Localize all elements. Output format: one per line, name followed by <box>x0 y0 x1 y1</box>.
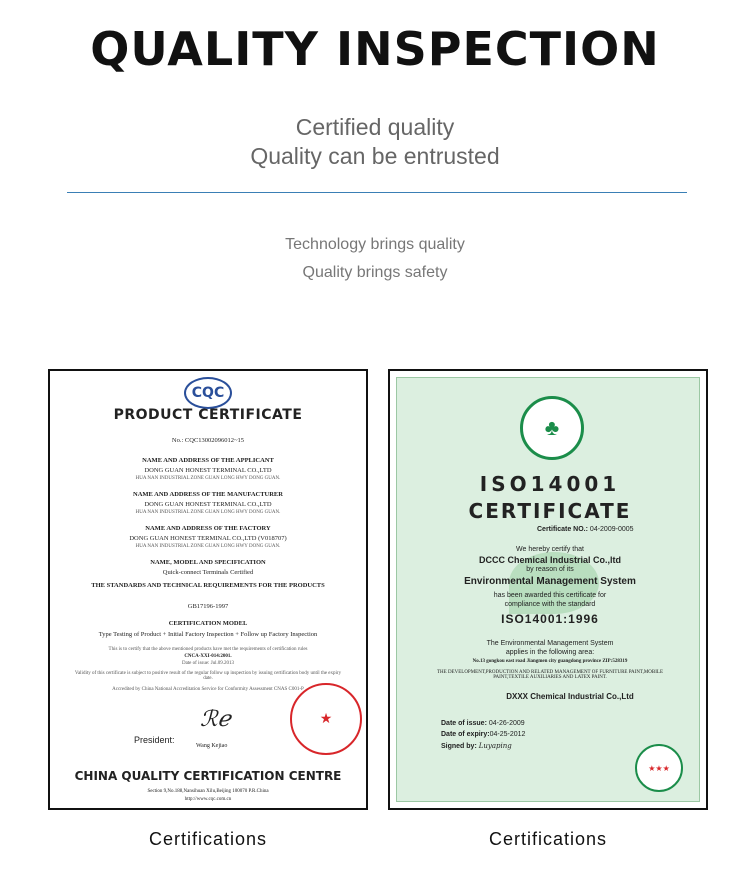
accredited-text: Accredited by China National Accreditation Service for Conformity Assessment CNAS C001-P <box>112 687 304 692</box>
president-label: President: <box>134 735 175 745</box>
model-heading: NAME, MODEL AND SPECIFICATION <box>150 559 266 566</box>
manufacturer-name: DONG GUAN HONEST TERMINAL CO.,LTD <box>144 501 272 508</box>
tagline-line2: Quality brings safety <box>302 264 448 281</box>
factory-heading: NAME AND ADDRESS OF THE FACTORY <box>145 525 271 532</box>
divider <box>67 192 687 193</box>
page-title: QUALITY INSPECTION <box>90 22 660 76</box>
product-certificate-image <box>48 369 368 810</box>
iso-certificate-panel <box>396 377 700 802</box>
area-address: No.13 gongkou east road Jiangmen city guangdong province ZIP:528319 <box>472 659 628 664</box>
manufacturer-address: HUA NAN INDUSTRIAL ZONE GUAN LONG HWY DONG GUAN. <box>135 510 281 515</box>
caption-right: Certifications <box>488 829 608 849</box>
manufacturer-heading: NAME AND ADDRESS OF THE MANUFACTURER <box>133 491 283 498</box>
certificate-word: CERTIFICATE <box>468 499 632 523</box>
red-seal-icon <box>290 683 362 755</box>
subtitle-line1: Certified quality <box>295 114 455 140</box>
company-name: DCCC Chemical Industrial Co.,ltd <box>478 555 621 565</box>
certify-text: This is to certify that the above mentioned products have met the requirements of certification rules <box>108 647 308 652</box>
ems-text: The Environmental Management System <box>486 640 614 647</box>
issuing-centre: CHINA QUALITY CERTIFICATION CENTRE <box>74 769 342 783</box>
iso-certificate-image <box>388 369 708 810</box>
china-environmental-label-icon: ★★★ <box>635 744 683 792</box>
awarded-text: has been awarded this certificate for <box>493 592 607 599</box>
compliance-text: compliance with the standard <box>504 601 596 608</box>
hereby-text: We hereby certify that <box>516 546 584 553</box>
applies-text: applies in the following area: <box>505 649 595 656</box>
area-description: THE DEVELOPMENT,PRODUCTION AND RELATED MANAGEMENT OF FURNITURE PAINT,MOBILE PAINT,TEXTILE AUXILIARIES AND LATEX PAINT. <box>436 670 664 680</box>
environmental-logo-icon: ♣ <box>520 396 584 460</box>
signature-icon: ℛℯ <box>200 707 231 732</box>
standard-name: ISO14001:1996 <box>501 612 599 626</box>
applicant-name: DONG GUAN HONEST TERMINAL CO.,LTD <box>144 467 272 474</box>
centre-website: http://www.cqc.com.cn <box>184 797 232 802</box>
cqc-logo-icon: CQC <box>184 377 232 409</box>
validity-text: Validity of this certificate is subject to positive result of the regular follow up inspection by issuing certification body until the expiry date. <box>74 671 342 681</box>
centre-address: Section 9,No.188,Nansihuan Xilu,Beijing 100070 P.R.China <box>147 789 269 794</box>
product-certificate-title: PRODUCT CERTIFICATE <box>113 407 303 423</box>
issue-date: Date of issue: 04-26-2009 <box>441 720 525 727</box>
signed-by: Signed by: Luyaping <box>441 742 512 750</box>
issue-date: Date of issue: Jul.09.2013 <box>181 661 235 666</box>
iso-title: ISO14001 <box>479 472 621 496</box>
standards-heading: THE STANDARDS AND TECHNICAL REQUIREMENTS FOR THE PRODUCTS <box>91 582 325 589</box>
certificate-number: No.: CQC13002096012~15 <box>171 437 245 444</box>
caption-left: Certifications <box>148 829 268 849</box>
tagline-line1: Technology brings quality <box>285 236 465 253</box>
applicant-address: HUA NAN INDUSTRIAL ZONE GUAN LONG HWY DONG GUAN. <box>135 476 281 481</box>
rule-code: CNCA-XXI-014:2001. <box>184 654 232 659</box>
expiry-date: Date of expiry:04-25-2012 <box>441 731 526 738</box>
president-name: Wang Kejiao <box>196 743 228 749</box>
factory-address: HUA NAN INDUSTRIAL ZONE GUAN LONG HWY DONG GUAN. <box>135 544 281 549</box>
system-name: Environmental Management System <box>464 576 636 587</box>
by-reason-text: by reason of its <box>526 566 574 573</box>
certificate-number: Certificate NO.: 04-2009-0005 <box>537 526 634 533</box>
applicant-heading: NAME AND ADDRESS OF THE APPLICANT <box>142 457 274 464</box>
certification-model-heading: CERTIFICATION MODEL <box>168 620 248 627</box>
holder-name: DXXX Chemical Industrial Co.,Ltd <box>506 692 634 701</box>
factory-name: DONG GUAN HONEST TERMINAL CO.,LTD (V018707) <box>129 535 287 542</box>
standards-value: GB17196-1997 <box>187 603 229 610</box>
subtitle-line2: Quality can be entrusted <box>250 143 500 169</box>
certification-model-value: Type Testing of Product + Initial Factory Inspection + Follow up Factory Inspection <box>98 631 318 638</box>
model-value: Quick-connect Terminals Certified <box>162 569 254 576</box>
